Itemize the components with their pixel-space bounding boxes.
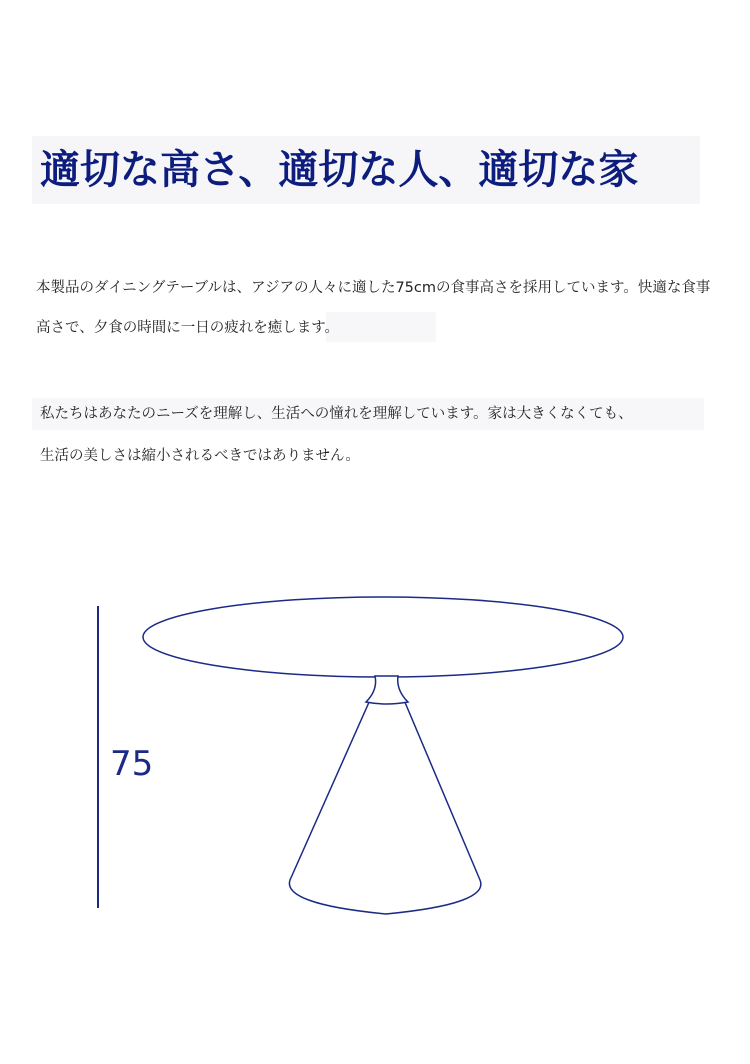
paragraph2-line2: 生活の美しさは縮小されるべきではありません。 <box>40 448 360 464</box>
height-dimension-label: 75 <box>110 744 154 784</box>
paragraph1-line1: 本製品のダイニングテーブルは、アジアの人々に適した75cmの食事高さを採用しています。快適な食事 <box>36 280 711 296</box>
table-top <box>143 597 623 677</box>
page-title: 適切な高さ、適切な人、適切な家 <box>40 147 639 193</box>
paragraph1-line2: 高さで、夕食の時間に一日の疲れを癒します。 <box>36 320 340 336</box>
paragraph2-line1: 私たちはあなたのニーズを理解し、生活への憧れを理解しています。家は大きくなくても、 <box>40 406 633 422</box>
table-stem <box>366 676 408 704</box>
table-base <box>289 700 480 914</box>
